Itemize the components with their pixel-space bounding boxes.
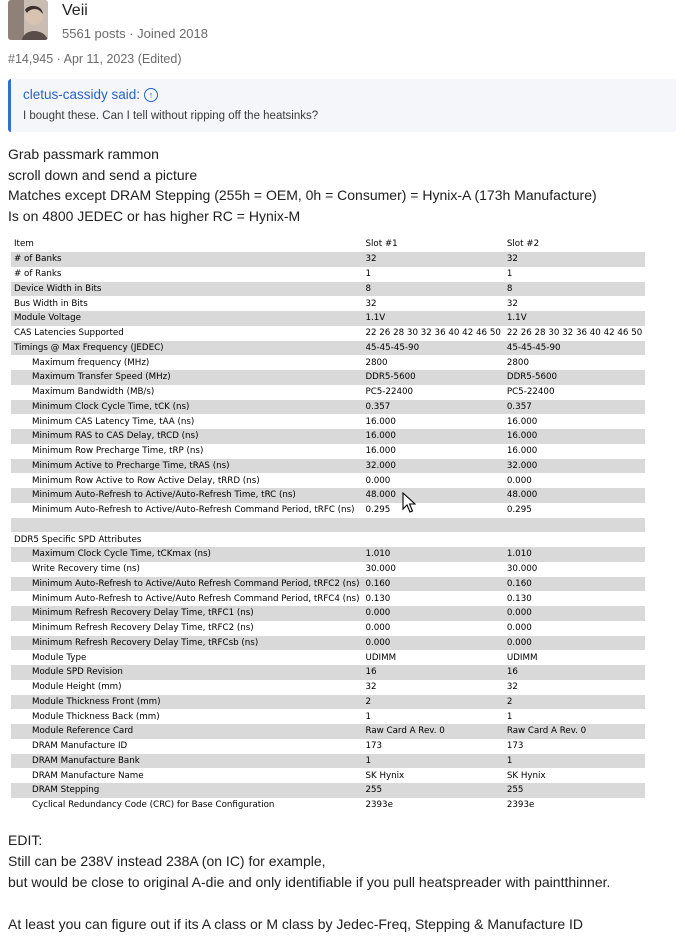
header-item: Item xyxy=(14,238,34,249)
row-slot1: 32.000 xyxy=(362,459,503,474)
body-line: Is on 4800 JEDEC or has higher RC = Hynix-M xyxy=(8,207,301,224)
row-slot1: 32 xyxy=(365,298,377,309)
edit-line xyxy=(8,893,610,914)
row-slot2: 2800 xyxy=(506,357,529,368)
table-row xyxy=(11,296,645,311)
row-slot1: 2 xyxy=(362,695,503,710)
body-line: Matches except DRAM Stepping (255h = OEM, 0h = Consumer) = Hynix-A (173h Manufacture) xyxy=(8,187,597,203)
row-slot2: 8 xyxy=(504,282,645,297)
row-slot2: 16.000 xyxy=(506,446,538,457)
row-slot1: 16.000 xyxy=(365,446,396,457)
row-slot1: 32 xyxy=(365,682,377,693)
row-slot2: 2 xyxy=(504,695,645,710)
row-slot2: 0.295 xyxy=(506,505,532,516)
row-item: Minimum Refresh Recovery Delay Time, tRFCsb (ns) xyxy=(11,636,362,651)
row-slot2: 1.1V xyxy=(504,311,645,326)
row-item: Cyclical Redundancy Code (CRC) for Base Configuration xyxy=(32,800,275,811)
row-item: DRAM Stepping xyxy=(11,783,362,798)
row-item: Minimum Auto-Refresh to Active/Auto-Refresh Time, tRC (ns) xyxy=(11,488,362,503)
header-slot1: Slot #1 xyxy=(365,238,398,249)
row-slot1: PC5-22400 xyxy=(365,387,414,398)
username[interactable]: Veii xyxy=(62,2,88,19)
jump-to-post-icon[interactable]: ↑ xyxy=(144,88,158,102)
row-item: Module Height (mm) xyxy=(32,682,122,693)
row-slot1: 32 xyxy=(362,252,503,267)
row-item: Minimum Refresh Recovery Delay Time, tRFC1 (ns) xyxy=(11,606,362,621)
body-line: Grab passmark rammon xyxy=(8,146,159,162)
table-row xyxy=(11,444,645,459)
row-item: CAS Latencies Supported xyxy=(14,328,124,339)
table-row xyxy=(11,680,645,695)
row-slot2: SK Hynix xyxy=(506,770,546,781)
row-slot1: 16.000 xyxy=(365,416,396,427)
row-item: # of Ranks xyxy=(14,269,62,280)
table-row xyxy=(11,665,645,680)
table-row xyxy=(11,400,645,415)
row-slot2: 1 xyxy=(504,754,645,769)
row-item: Timings @ Max Frequency (JEDEC) xyxy=(11,341,362,356)
quote-author: cletus-cassidy said: xyxy=(23,87,141,102)
row-slot1: 255 xyxy=(362,783,503,798)
table-row xyxy=(11,473,645,488)
row-item: Minimum RAS to CAS Delay, tRCD (ns) xyxy=(11,429,362,444)
row-slot1: 0.000 xyxy=(362,606,503,621)
table-row xyxy=(11,532,645,547)
row-slot1: 1 xyxy=(365,269,371,280)
header-slot2: Slot #2 xyxy=(506,238,540,249)
table-row xyxy=(11,768,645,783)
row-slot1 xyxy=(362,532,503,547)
row-slot2: 30.000 xyxy=(506,564,538,575)
row-item: Minimum CAS Latency Time, tAA (ns) xyxy=(32,416,195,427)
table-row xyxy=(11,547,645,562)
row-slot2 xyxy=(504,532,645,547)
row-slot2 xyxy=(504,518,645,533)
row-item: Device Width in Bits xyxy=(11,282,362,297)
row-slot2: 45-45-45-90 xyxy=(504,341,645,356)
row-slot1: Raw Card A Rev. 0 xyxy=(362,724,503,739)
post-header xyxy=(8,0,678,48)
table-row xyxy=(11,783,645,798)
post-id-date[interactable]: #14,945 · Apr 11, 2023 (Edited) xyxy=(8,52,182,66)
table-row xyxy=(11,385,645,400)
post-edit-section xyxy=(8,830,610,935)
table-row xyxy=(11,709,645,724)
row-item: Module Voltage xyxy=(11,311,362,326)
row-slot2: 1.010 xyxy=(504,547,645,562)
row-slot2: 173 xyxy=(506,741,524,752)
table-row xyxy=(11,562,645,577)
row-slot2: 16.000 xyxy=(504,429,645,444)
table-row xyxy=(11,518,645,533)
row-item: Module Reference Card xyxy=(11,724,362,739)
row-slot1: 2393e xyxy=(365,800,393,811)
row-slot1: 0.160 xyxy=(362,577,503,592)
row-item: Minimum Auto-Refresh to Active/Auto Refresh Command Period, tRFC4 (ns) xyxy=(32,593,360,604)
row-slot1: 8 xyxy=(362,282,503,297)
row-item: Module Thickness Front (mm) xyxy=(11,695,362,710)
table-row xyxy=(11,429,645,444)
row-item: Write Recovery time (ns) xyxy=(32,564,140,575)
spd-screenshot-table xyxy=(11,235,645,813)
row-item: Minimum Auto-Refresh to Active/Auto Refresh Command Period, tRFC2 (ns) xyxy=(11,577,362,592)
row-item: DRAM Manufacture Name xyxy=(32,770,144,781)
row-slot2: UDIMM xyxy=(506,652,538,663)
row-slot1: 1 xyxy=(365,711,371,722)
table-row xyxy=(11,577,645,592)
row-slot1 xyxy=(362,518,503,533)
edit-line: At least you can figure out if its A class or M class by Jedec-Freq, Stepping & Manufacture ID xyxy=(8,916,584,932)
row-slot2: 22 26 28 30 32 36 40 42 46 50 xyxy=(506,328,643,339)
table-row xyxy=(11,606,645,621)
table-row xyxy=(11,591,645,606)
row-slot2: DDR5-5600 xyxy=(504,370,645,385)
row-slot1: 45-45-45-90 xyxy=(362,341,503,356)
body-line: scroll down and send a picture xyxy=(8,166,198,183)
row-slot2: PC5-22400 xyxy=(506,387,555,398)
row-slot2: Raw Card A Rev. 0 xyxy=(504,724,645,739)
row-item xyxy=(11,518,362,533)
user-meta: 5561 posts · Joined 2018 xyxy=(62,26,208,41)
row-slot2: 16.000 xyxy=(506,416,538,427)
table-row xyxy=(11,370,645,385)
row-slot2: 1 xyxy=(506,711,513,722)
row-item: Minimum Refresh Recovery Delay Time, tRFC2 (ns) xyxy=(32,623,254,634)
row-slot1: 22 26 28 30 32 36 40 42 46 50 xyxy=(365,328,501,339)
row-slot2: 0.130 xyxy=(506,593,532,604)
row-item: Module Thickness Back (mm) xyxy=(32,711,160,722)
row-slot2: 0.000 xyxy=(506,623,532,634)
table-row xyxy=(11,724,645,739)
row-slot1: 0.000 xyxy=(365,475,391,486)
avatar[interactable] xyxy=(8,0,48,40)
row-item: Minimum Row Precharge Time, tRP (ns) xyxy=(32,446,204,457)
table-row xyxy=(11,754,645,769)
row-slot2: 32 xyxy=(506,682,518,693)
row-slot1: 16 xyxy=(362,665,503,680)
row-slot2: 1 xyxy=(506,269,513,280)
row-slot1: 0.130 xyxy=(365,593,391,604)
table-row xyxy=(11,798,645,813)
row-slot1: 1 xyxy=(362,754,503,769)
row-slot1: DDR5-5600 xyxy=(362,370,503,385)
table-row xyxy=(11,414,645,429)
table-row xyxy=(11,252,645,267)
table-row xyxy=(11,459,645,474)
row-slot2: 16 xyxy=(504,665,645,680)
row-slot1: 0.000 xyxy=(362,636,503,651)
row-slot2: 0.000 xyxy=(504,606,645,621)
row-item: Minimum Row Active to Row Active Delay, tRRD (ns) xyxy=(32,475,260,486)
row-slot2: 0.160 xyxy=(504,577,645,592)
row-item: Bus Width in Bits xyxy=(14,298,88,309)
table-row xyxy=(11,695,645,710)
quote-text: I bought these. Can I tell without ripping off the heatsinks? xyxy=(23,110,319,122)
table-row xyxy=(11,636,645,651)
row-slot1: 0.357 xyxy=(362,400,503,415)
table-row xyxy=(11,503,645,518)
row-slot2: 2393e xyxy=(506,800,535,811)
row-slot1: 173 xyxy=(365,741,383,752)
post-body xyxy=(8,144,597,226)
row-slot2: 32 xyxy=(504,252,645,267)
row-item: Maximum Transfer Speed (MHz) xyxy=(11,370,362,385)
row-item: Minimum Active to Precharge Time, tRAS (ns) xyxy=(11,459,362,474)
table-row xyxy=(11,650,645,665)
row-slot1: 0.295 xyxy=(365,505,391,516)
row-slot1: UDIMM xyxy=(365,652,397,663)
row-item: DRAM Manufacture Bank xyxy=(11,754,362,769)
row-slot1: 16.000 xyxy=(362,429,503,444)
row-slot1: 0.000 xyxy=(365,623,391,634)
row-item: Maximum Clock Cycle Time, tCKmax (ns) xyxy=(11,547,362,562)
row-item: # of Banks xyxy=(11,252,362,267)
row-slot1: 1.010 xyxy=(362,547,503,562)
table-row xyxy=(11,267,645,282)
table-row xyxy=(11,326,645,341)
row-slot2: 255 xyxy=(504,783,645,798)
row-slot1: 30.000 xyxy=(365,564,396,575)
row-slot2: 32 xyxy=(506,298,518,309)
row-item: Minimum Auto-Refresh to Active/Auto-Refresh Command Period, tRFC (ns) xyxy=(32,505,355,516)
row-slot2: 32.000 xyxy=(504,459,645,474)
table-row xyxy=(11,341,645,356)
row-item: Maximum Bandwidth (MB/s) xyxy=(32,387,155,398)
row-slot2: 0.000 xyxy=(504,636,645,651)
table-row xyxy=(11,739,645,754)
row-slot1: SK Hynix xyxy=(365,770,405,781)
row-slot1: 48.000 xyxy=(362,488,503,503)
row-slot1: 2800 xyxy=(365,357,388,368)
row-slot2: 0.357 xyxy=(504,400,645,415)
quote-author-link[interactable] xyxy=(23,87,158,102)
table-row xyxy=(11,355,645,370)
row-item: Module Type xyxy=(32,652,87,663)
mouse-cursor-icon xyxy=(402,492,416,514)
quote-block xyxy=(8,79,676,132)
table-row xyxy=(11,282,645,297)
edit-line: EDIT: xyxy=(8,832,43,848)
row-slot1: 1.1V xyxy=(362,311,503,326)
row-item: DDR5 Specific SPD Attributes xyxy=(14,534,142,545)
row-item: Module SPD Revision xyxy=(11,665,362,680)
edit-line: Still can be 238V instead 238A (on IC) for example, xyxy=(8,853,326,869)
row-item: Minimum Clock Cycle Time, tCK (ns) xyxy=(11,400,362,415)
row-item: DRAM Manufacture ID xyxy=(32,741,128,752)
edit-line: but would be close to original A-die and only identifiable if you pull heatspreader with paintthinner. xyxy=(8,874,611,890)
table-row xyxy=(11,621,645,636)
table-row xyxy=(11,311,645,326)
table-header-row xyxy=(11,235,645,252)
row-slot2: 48.000 xyxy=(504,488,645,503)
table-row xyxy=(11,488,645,503)
row-item: Maximum frequency (MHz) xyxy=(32,357,150,368)
row-slot2: 0.000 xyxy=(506,475,532,486)
